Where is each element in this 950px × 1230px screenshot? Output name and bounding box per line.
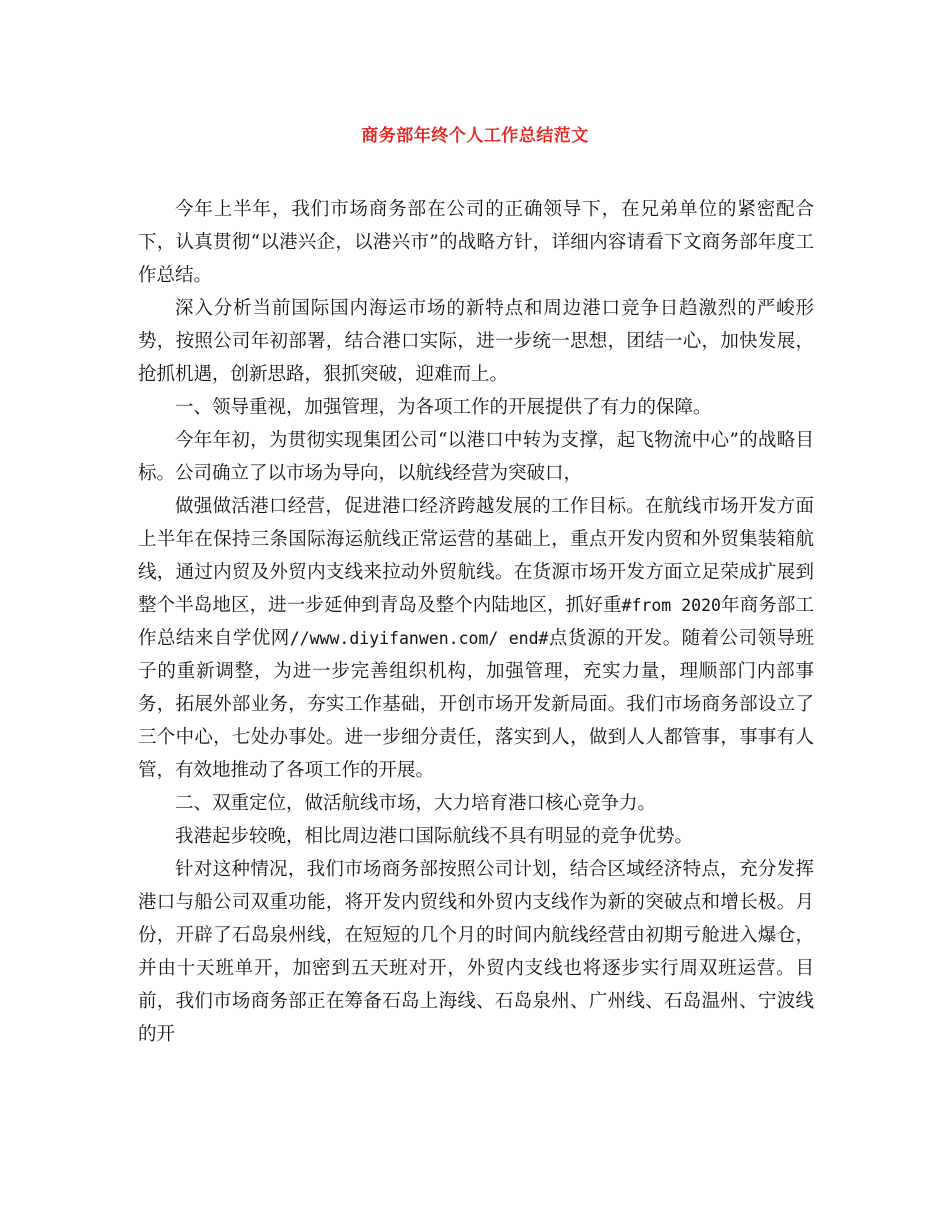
paragraph-8: 针对这种情况，我们市场商务部按照公司计划，结合区域经济特点，充分发挥港口与船公司双重功能，将开发内贸线和外贸内支线作为新的突破点和增长极。月份，开辟了石岛泉州线，在短短的几个月的时间内航线经营由初期亏舱进入爆仓，并由十天班单开，加密到五天班对开，外贸内支线也将逐步实行周双班运营。目前，我们市场商务部正在筹备石岛上海线、石岛泉州、广州线、石岛温州、宁波线的开: [138, 859, 814, 1045]
watermark-url: //www.diyifanwen.com/ end#: [289, 629, 549, 648]
paragraph-7: 我港起步较晚，相比周边港口国际航线不具有明显的竞争优势。: [175, 826, 694, 847]
document-title: 商务部年终个人工作总结范文: [361, 126, 589, 146]
watermark-open: #from 2020: [621, 596, 721, 615]
watermark-middle: 年商务部工作总结来自学优网: [138, 595, 814, 649]
paragraph-4: 今年年初，为贯彻实现集团公司“以港口中转为支撑，起飞物流中心”的战略目标。公司确立了以市场为导向，以航线经营为突破口，: [138, 430, 814, 484]
paragraph-5-text: 做强做活港口经营，促进港口经济跨越发展的工作目标。在航线市场开发方面上半年在保持三条国际海运航线正常运营的基础上，重点开发内贸和外贸集装箱航线，通过内贸及外贸内支线来拉动外贸航线。在货源市场开发方面立足荣成扩展到整个半岛地区，进一步延伸到青岛及整个内陆地区，抓好重: [138, 496, 814, 616]
paragraph-5: [138, 490, 814, 787]
paragraph-1: 今年上半年，我们市场商务部在公司的正确领导下，在兄弟单位的紧密配合下，认真贯彻“以港兴企，以港兴市”的战略方针，详细内容请看下文商务部年度工作总结。: [138, 199, 814, 286]
paragraph-5-continued: 点货源的开发。随着公司领导班子的重新调整，为进一步完善组织机构，加强管理，充实力量，理顺部门内部事务，拓展外部业务，夯实工作基础，开创市场开发新局面。我们市场商务部设立了三个中心，七处办事处。进一步细分责任，落实到人，做到人人都管事，事事有人管，有效地推动了各项工作的开展。: [138, 628, 814, 781]
paragraph-6: 二、双重定位，做活航线市场，大力培育港口核心竞争力。: [175, 793, 657, 814]
paragraph-3: 一、领导重视，加强管理，为各项工作的开展提供了有力的保障。: [175, 397, 712, 418]
document-body: [138, 193, 814, 1051]
paragraph-2: 深入分析当前国际国内海运市场的新特点和周边港口竞争日趋激烈的严峻形势，按照公司年初部署，结合港口实际，进一步统一思想，团结一心，加快发展，抢抓机遇，创新思路，狠抓突破，迎难而上。: [138, 298, 814, 385]
